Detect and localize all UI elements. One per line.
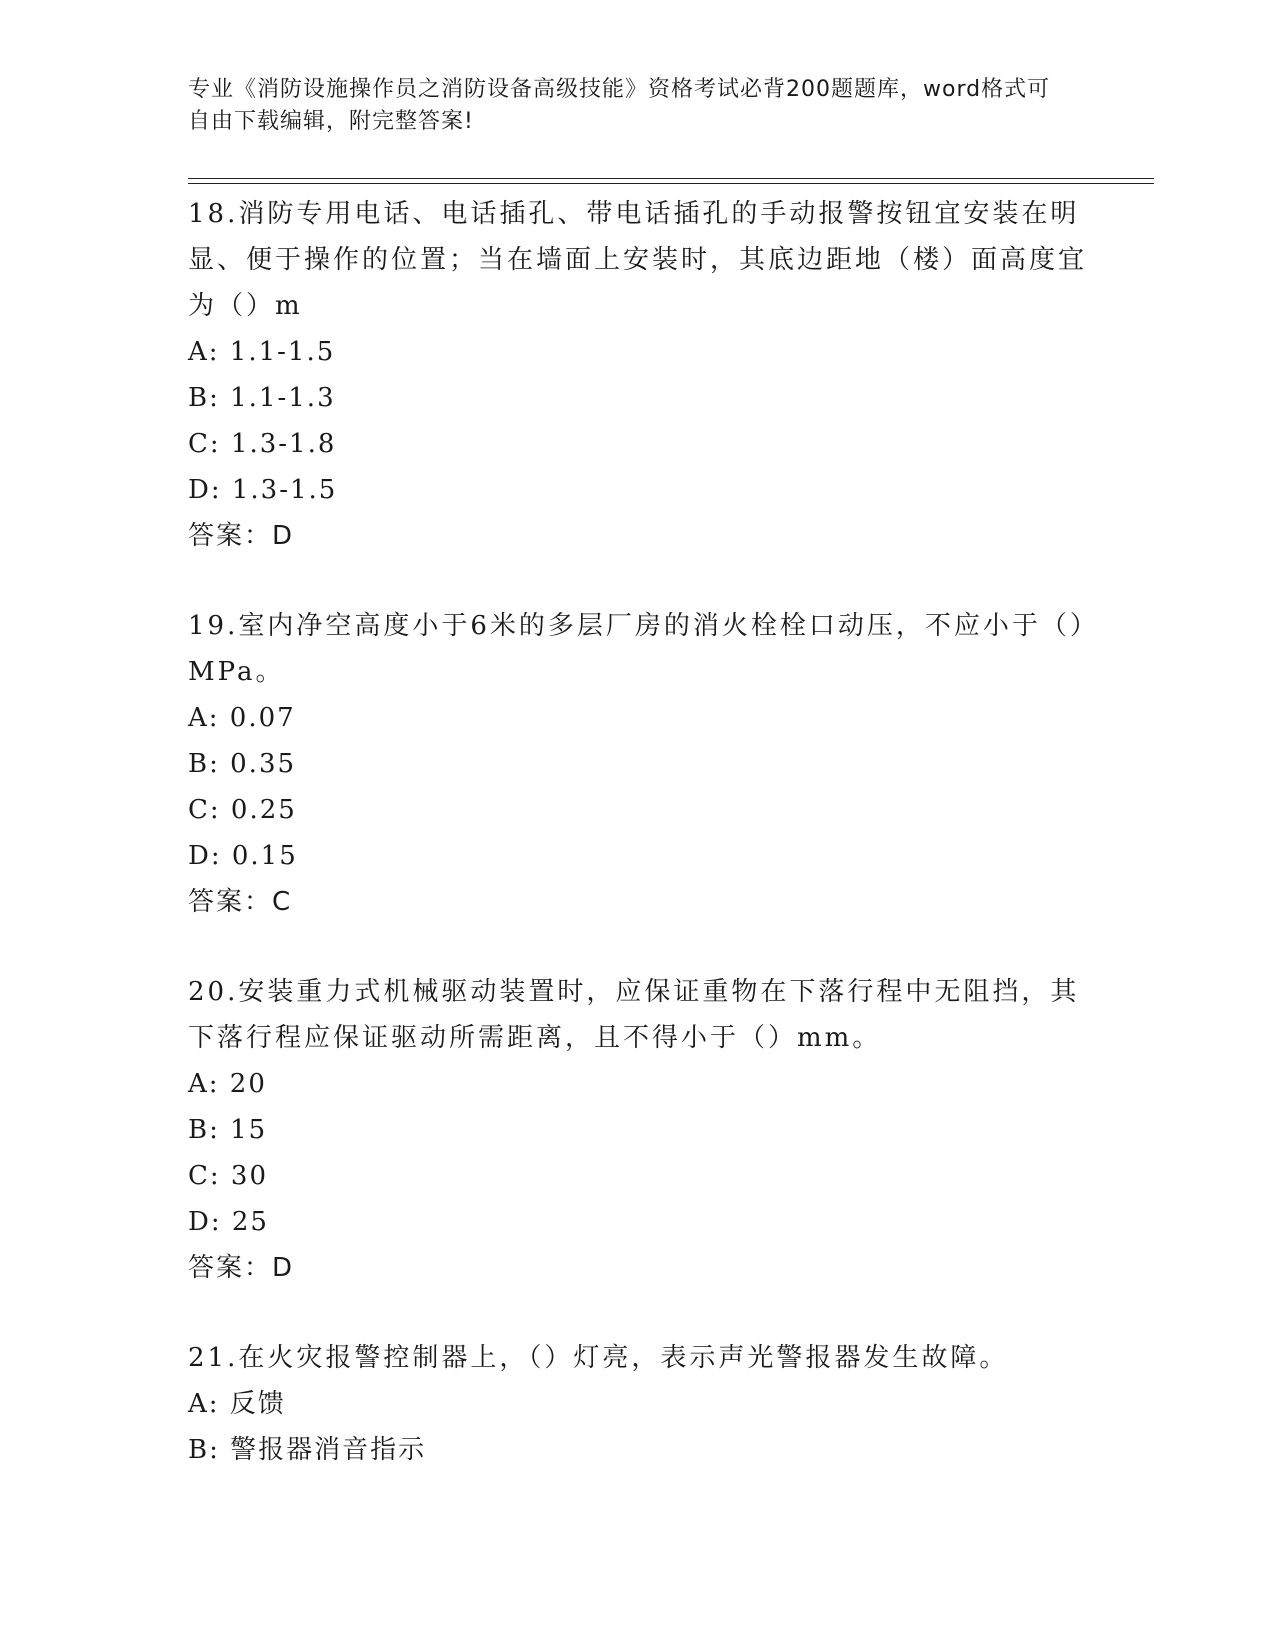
question-text: 20.安装重力式机械驱动装置时，应保证重物在下落行程中无阻挡，其下落行程应保证驱动所需距离，且不得小于（）mm。 (188, 977, 1080, 1053)
option-c: C: 30 (188, 1161, 269, 1191)
option-b: B: 15 (188, 1115, 268, 1145)
option-a: A: 20 (188, 1069, 267, 1099)
header-divider-bottom (188, 183, 1154, 184)
option-b: B: 警报器消音指示 (188, 1435, 427, 1465)
option-c: C: 0.25 (188, 795, 297, 825)
header-title: 专业《消防设施操作员之消防设备高级技能》资格考试必背200题题库，word格式可自由下载编辑，附完整答案! (188, 77, 1051, 134)
option-d: D: 25 (188, 1207, 269, 1237)
answer-line: 答案：D (188, 1253, 295, 1283)
question-20 (188, 969, 1088, 1291)
option-d: D: 0.15 (188, 841, 298, 871)
option-b: B: 0.35 (188, 749, 297, 779)
option-c: C: 1.3-1.8 (188, 429, 337, 459)
question-list (188, 191, 1088, 1517)
question-21 (188, 1335, 1088, 1473)
option-d: D: 1.3-1.5 (188, 475, 338, 505)
document-header (188, 74, 1068, 138)
option-a: A: 反馈 (188, 1389, 286, 1419)
question-text: 19.室内净空高度小于6米的多层厂房的消火栓栓口动压，不应小于（）MPa。 (188, 611, 1086, 687)
question-text: 18.消防专用电话、电话插孔、带电话插孔的手动报警按钮宜安装在明显、便于操作的位置；当在墙面上安装时，其底边距地（楼）面高度宜为（）m (188, 199, 1088, 321)
answer-line: 答案：C (188, 887, 293, 917)
option-a: A: 0.07 (188, 703, 296, 733)
option-a: A: 1.1-1.5 (188, 337, 336, 367)
answer-line: 答案：D (188, 521, 295, 551)
question-19 (188, 603, 1088, 925)
header-divider-top (188, 178, 1154, 179)
question-text: 21.在火灾报警控制器上，（）灯亮，表示声光警报器发生故障。 (188, 1343, 1009, 1373)
question-18 (188, 191, 1088, 559)
option-b: B: 1.1-1.3 (188, 383, 336, 413)
